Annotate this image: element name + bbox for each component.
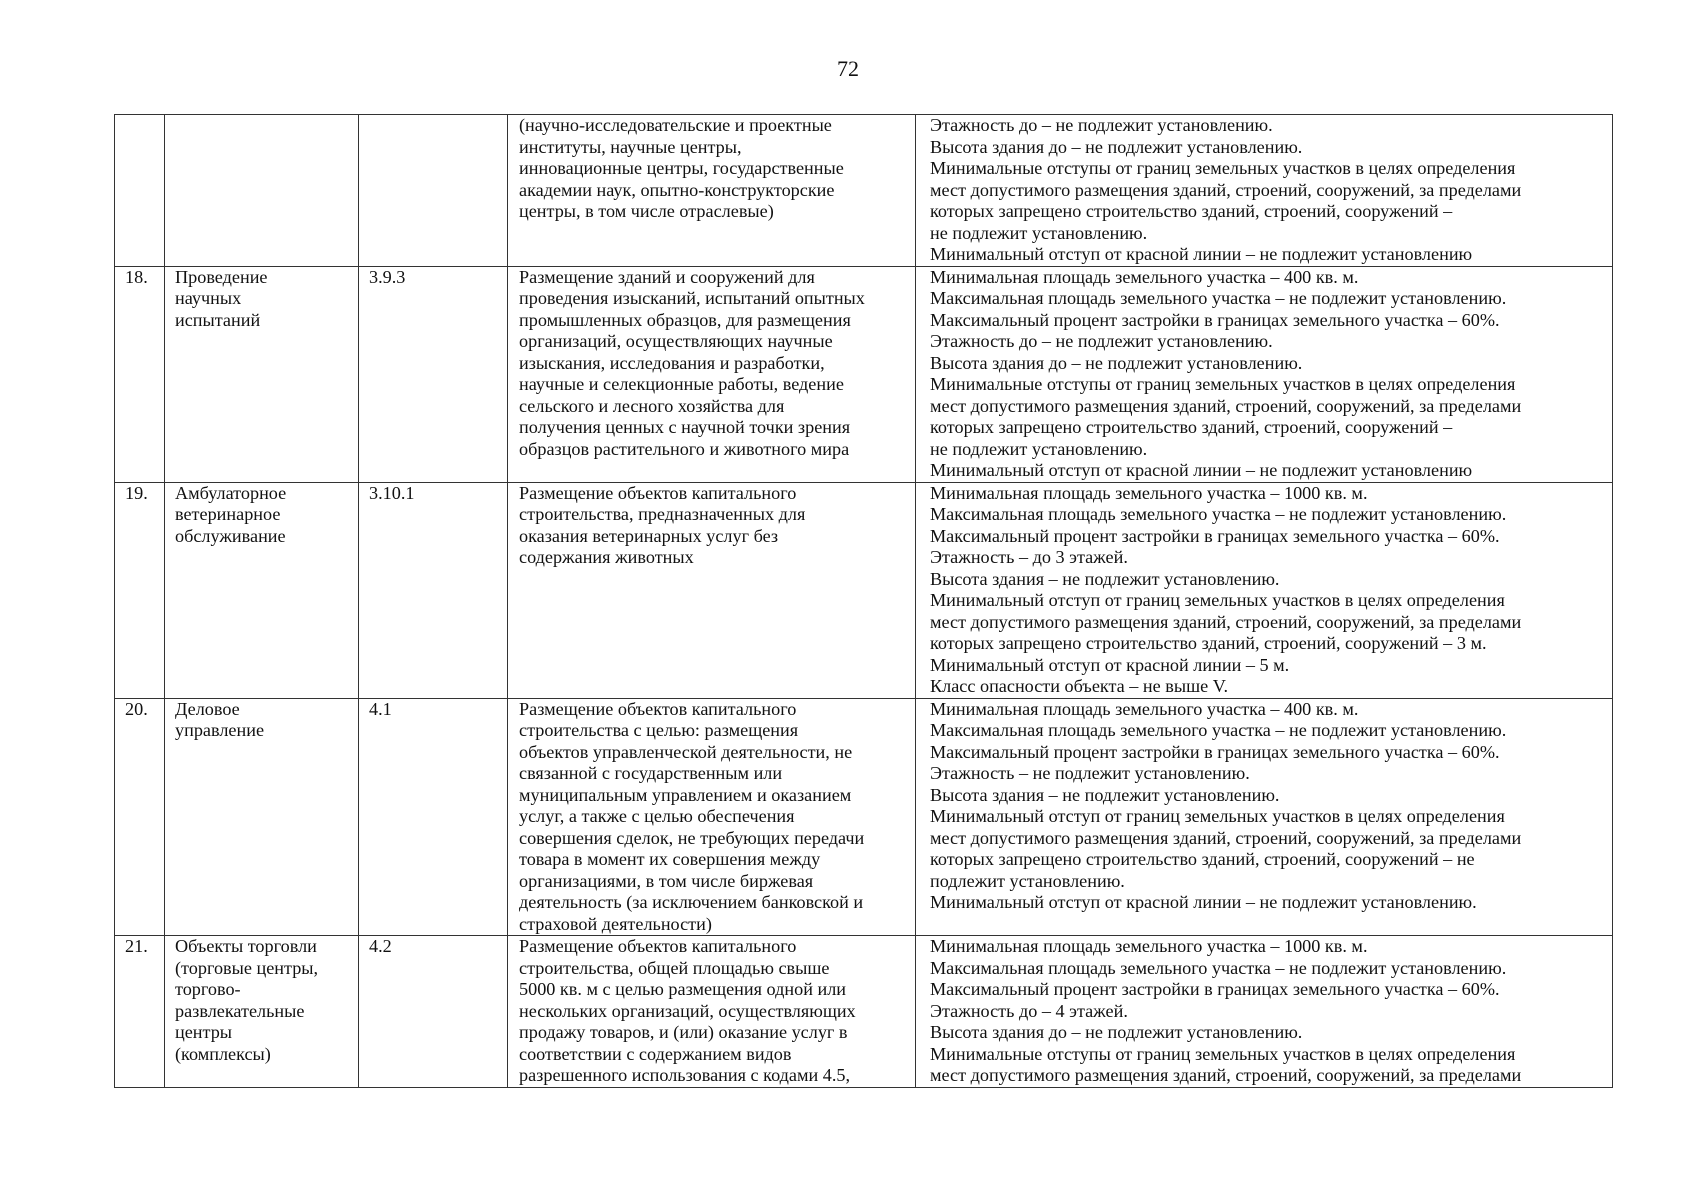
land-use-description-line: 5000 кв. м с целью размещения одной или (519, 979, 847, 999)
land-use-description-line: товара в момент их совершения между (519, 849, 821, 869)
land-use-description-line: объектов управленческой деятельности, не (519, 741, 853, 762)
land-use-description-line: сельского и лесного хозяйства для (519, 395, 785, 416)
land-use-description-line: получения ценных с научной точки зрения (519, 417, 851, 437)
land-use-parameters-line: Максимальная площадь земельного участка – не подлежит установлению. (930, 504, 1507, 524)
land-use-description-line: Размещение объектов капитального (519, 936, 797, 956)
land-use-description-line: страховой деятельности) (519, 913, 712, 934)
land-use-description-line: изыскания, исследования и разработки, (519, 352, 825, 373)
land-use-parameters (916, 115, 1613, 267)
land-use-description (508, 115, 916, 267)
land-use-name (165, 698, 359, 936)
land-use-parameters-line: Минимальный отступ от красной линии – не подлежит установлению. (930, 892, 1477, 912)
land-use-parameters-line: Максимальный процент застройки в границах земельного участка – 60%. (930, 741, 1500, 762)
land-use-parameters (916, 266, 1613, 482)
land-use-name-line: Амбулаторное (175, 482, 287, 503)
land-use-code: 4.1 (359, 698, 508, 936)
land-use-parameters-line: Максимальная площадь земельного участка – не подлежит установлению. (930, 720, 1507, 740)
row-number: 21. (115, 936, 165, 1088)
land-use-parameters-line: мест допустимого размещения зданий, строений, сооружений, за пределами (930, 1065, 1522, 1085)
land-use-description-line: нескольких организаций, осуществляющих (519, 1000, 856, 1021)
land-use-name-line: Проведение (175, 266, 268, 287)
land-use-parameters-line: подлежит установлению. (930, 870, 1125, 891)
land-use-name-line: развлекательные (175, 1000, 305, 1021)
land-use-name (165, 115, 359, 267)
land-use-description-line: центры, в том числе отраслевые) (519, 201, 774, 221)
land-use-parameters-line: Этажность до – не подлежит установлению. (930, 115, 1273, 135)
land-use-parameters-line: мест допустимого размещения зданий, строений, сооружений, за пределами (930, 611, 1522, 632)
land-use-parameters-line: Высота здания – не подлежит установлению. (930, 784, 1280, 805)
land-use-description-line: разрешенного использования с кодами 4.5, (519, 1065, 851, 1085)
land-use-name-line: (торговые центры, (175, 957, 319, 978)
land-use-parameters-line: мест допустимого размещения зданий, строений, сооружений, за пределами (930, 179, 1522, 200)
land-use-description-line: строительства, общей площадью свыше (519, 957, 830, 978)
land-use-description-line: продажу товаров, и (или) оказание услуг в (519, 1022, 848, 1042)
table-row (115, 698, 1613, 936)
table-row (115, 266, 1613, 482)
land-use-description-line: совершения сделок, не требующих передачи (519, 827, 865, 848)
land-use-description-line: связанной с государственным или (519, 763, 783, 783)
table-row (115, 482, 1613, 698)
land-use-description-line: инновационные центры, государственные (519, 158, 844, 178)
land-use-description-line: образцов растительного и животного мира (519, 438, 850, 459)
land-use-name-line: управление (175, 720, 265, 740)
land-use-parameters-line: Максимальная площадь земельного участка – не подлежит установлению. (930, 957, 1507, 978)
land-use-parameters-line: Высота здания до – не подлежит установлению. (930, 352, 1303, 373)
page-number: 72 (837, 56, 859, 81)
land-use-parameters-line: Высота здания до – не подлежит установлению. (930, 1022, 1303, 1042)
land-use-parameters-line: Минимальная площадь земельного участка – 1000 кв. м. (930, 482, 1368, 503)
land-use-parameters-line: Класс опасности объекта – не выше V. (930, 676, 1229, 696)
land-use-parameters (916, 936, 1613, 1088)
table-row (115, 115, 1613, 267)
land-use-parameters-line: Этажность – до 3 этажей. (930, 547, 1128, 567)
table-row (115, 936, 1613, 1088)
land-use-parameters-line: мест допустимого размещения зданий, строений, сооружений, за пределами (930, 395, 1522, 416)
land-use-parameters-line: которых запрещено строительство зданий, строений, сооружений – 3 м. (930, 633, 1487, 653)
land-use-name-line: (комплексы) (175, 1043, 271, 1064)
land-use-parameters-line: Максимальный процент застройки в границах земельного участка – 60%. (930, 979, 1500, 999)
land-use-parameters-line: Этажность – не подлежит установлению. (930, 763, 1250, 783)
land-use-parameters-line: Минимальный отступ от границ земельных участков в целях определения (930, 806, 1505, 826)
land-use-description-line: услуг, а также с целью обеспечения (519, 806, 795, 826)
land-use-parameters-line: которых запрещено строительство зданий, строений, сооружений – не (930, 849, 1475, 869)
row-number: 20. (115, 698, 165, 936)
zoning-regulations-table (114, 114, 1613, 1088)
land-use-description-line: научные и селекционные работы, ведение (519, 374, 844, 394)
land-use-description (508, 936, 916, 1088)
land-use-name-line: Деловое (175, 698, 240, 719)
land-use-description-line: содержания животных (519, 547, 694, 567)
land-use-name-line: торгово- (175, 979, 241, 999)
land-use-parameters-line: Минимальный отступ от красной линии – не подлежит установлению (930, 460, 1473, 480)
land-use-parameters (916, 482, 1613, 698)
land-use-code (359, 115, 508, 267)
land-use-description-line: Размещение зданий и сооружений для (519, 266, 815, 287)
land-use-name (165, 266, 359, 482)
land-use-description-line: муниципальным управлением и оказанием (519, 784, 852, 805)
land-use-parameters (916, 698, 1613, 936)
land-use-description-line: деятельность (за исключением банковской и (519, 892, 864, 912)
row-number: 18. (115, 266, 165, 482)
land-use-parameters-line: Максимальный процент застройки в границах земельного участка – 60%. (930, 525, 1500, 546)
land-use-parameters-line: Максимальный процент застройки в границах земельного участка – 60%. (930, 309, 1500, 330)
land-use-description (508, 482, 916, 698)
land-use-parameters-line: Минимальные отступы от границ земельных участков в целях определения (930, 158, 1516, 178)
row-number (115, 115, 165, 267)
land-use-parameters-line: Высота здания до – не подлежит установлению. (930, 136, 1303, 157)
land-use-parameters-line: Минимальные отступы от границ земельных участков в целях определения (930, 374, 1516, 394)
land-use-name-line: обслуживание (175, 525, 286, 546)
land-use-description-line: соответствии с содержанием видов (519, 1043, 792, 1064)
land-use-name-line: ветеринарное (175, 504, 281, 524)
land-use-parameters-line: не подлежит установлению. (930, 438, 1148, 459)
land-use-description (508, 266, 916, 482)
land-use-description-line: Размещение объектов капитального (519, 482, 797, 503)
land-use-description-line: институты, научные центры, (519, 136, 742, 157)
land-use-name (165, 936, 359, 1088)
land-use-description-line: Размещение объектов капитального (519, 698, 797, 719)
land-use-description-line: проведения изысканий, испытаний опытных (519, 288, 865, 308)
land-use-name-line: испытаний (175, 309, 261, 330)
land-use-parameters-line: Минимальные отступы от границ земельных участков в целях определения (930, 1043, 1516, 1064)
land-use-parameters-line: Максимальная площадь земельного участка – не подлежит установлению. (930, 288, 1507, 308)
land-use-code: 4.2 (359, 936, 508, 1088)
land-use-description-line: академии наук, опытно-конструкторские (519, 179, 835, 200)
land-use-parameters-line: Минимальная площадь земельного участка – 400 кв. м. (930, 266, 1359, 287)
land-use-code: 3.9.3 (359, 266, 508, 482)
land-use-parameters-line: Минимальная площадь земельного участка – 1000 кв. м. (930, 936, 1368, 956)
land-use-description-line: организаций, осуществляющих научные (519, 331, 833, 351)
land-use-parameters-line: которых запрещено строительство зданий, строений, сооружений – (930, 201, 1453, 221)
land-use-name (165, 482, 359, 698)
land-use-description-line: строительства с целью: размещения (519, 720, 799, 740)
land-use-parameters-line: мест допустимого размещения зданий, строений, сооружений, за пределами (930, 827, 1522, 848)
land-use-description-line: организациями, в том числе биржевая (519, 870, 814, 891)
land-use-parameters-line: не подлежит установлению. (930, 222, 1148, 243)
land-use-code: 3.10.1 (359, 482, 508, 698)
land-use-parameters-line: Этажность до – не подлежит установлению. (930, 331, 1273, 351)
land-use-parameters-line: Минимальная площадь земельного участка – 400 кв. м. (930, 698, 1359, 719)
land-use-parameters-line: Минимальный отступ от красной линии – 5 м. (930, 654, 1290, 675)
land-use-description (508, 698, 916, 936)
land-use-parameters-line: которых запрещено строительство зданий, строений, сооружений – (930, 417, 1453, 437)
land-use-description-line: оказания ветеринарных услуг без (519, 525, 779, 546)
land-use-parameters-line: Высота здания – не подлежит установлению. (930, 568, 1280, 589)
row-number: 19. (115, 482, 165, 698)
land-use-name-line: центры (175, 1022, 233, 1042)
land-use-parameters-line: Минимальный отступ от границ земельных участков в целях определения (930, 590, 1505, 610)
land-use-name-line: научных (175, 288, 242, 308)
land-use-description-line: строительства, предназначенных для (519, 504, 806, 524)
land-use-parameters-line: Минимальный отступ от красной линии – не подлежит установлению (930, 244, 1473, 264)
land-use-parameters-line: Этажность до – 4 этажей. (930, 1000, 1128, 1021)
land-use-description-line: промышленных образцов, для размещения (519, 309, 851, 330)
land-use-name-line: Объекты торговли (175, 936, 317, 956)
land-use-description-line: (научно-исследовательские и проектные (519, 115, 832, 135)
